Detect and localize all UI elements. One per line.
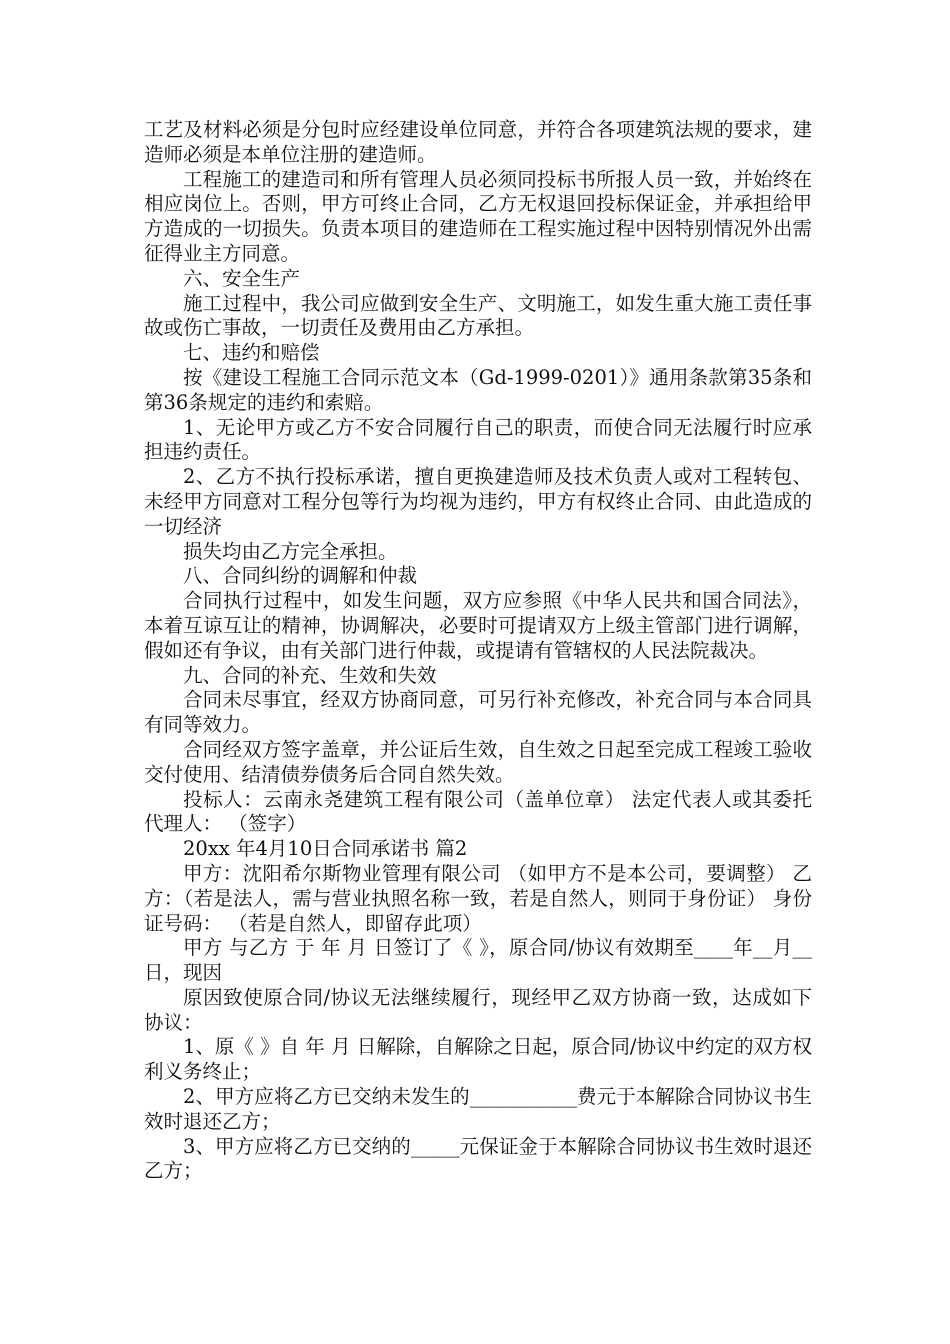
paragraph: 原因致使原合同/协议无法继续履行，现经甲乙双方协商一致，达成如下协议： [144,985,812,1034]
date-line: 20xx 年4月10日合同承诺书 篇2 [183,837,468,861]
paragraph: 甲方：沈阳希尔斯物业管理有限公司 （如甲方不是本公司，要调整） 乙方：（若是法人，需与营业执照名称一致，若是自然人，则同于身份证） 身份证号码： （若是自然人，即留存此项） [144,861,812,935]
section-heading: 九、合同的补充、生效和失效 [183,663,437,687]
paragraph: 合同未尽事宜，经双方协商同意，可另行补充修改，补充合同与本合同具有同等效力。 [144,688,812,737]
paragraph: 1、原《 》自 年 月 日解除，自解除之日起，原合同/协议中约定的双方权利义务终止； [144,1035,812,1084]
paragraph: 按《建设工程施工合同示范文本（Gd-1999-0201）》通用条款第35条和第36条规定的违约和索赔。 [144,365,812,414]
paragraph: 合同经双方签字盖章，并公证后生效，自生效之日起至完成工程竣工验收交付使用、结清债券债务后合同自然失效。 [144,737,812,786]
paragraph: 工程施工的建造司和所有管理人员必须同投标书所报人员一致，并始终在相应岗位上。否则，甲方可终止合同，乙方无权退回投标保证金，并承担给甲方造成的一切损失。负责本项目的建造师在工程实施过程中因特别情况外出需征得业主方同意。 [144,167,812,265]
section-heading: 六、安全生产 [183,266,301,290]
signature-line: 投标人：云南永尧建筑工程有限公司（盖单位章） 法定代表人或其委托代理人： （签字） [144,787,812,836]
paragraph: 3、甲方应将乙方已交纳的_____元保证金于本解除合同协议书生效时退还乙方； [144,1134,812,1183]
paragraph: 2、甲方应将乙方已交纳未发生的___________费元于本解除合同协议书生效时退还乙方； [144,1085,812,1133]
document-body [144,118,812,1184]
paragraph: 2、乙方不执行投标承诺，擅自更换建造师及技术负责人或对工程转包、未经甲方同意对工程分包等行为均视为违约，甲方有权终止合同、由此造成的一切经济 [144,465,812,538]
paragraph: 损失均由乙方完全承担。 [183,539,398,563]
paragraph: 甲方 与乙方 于 年 月 日签订了《 》，原合同/协议有效期至____年__月__日，现因 [144,936,812,985]
paragraph: 1、无论甲方或乙方不安合同履行自己的职责，而使合同无法履行时应承担违约责任。 [144,415,812,464]
paragraph: 工艺及材料必须是分包时应经建设单位同意，并符合各项建筑法规的要求，建造师必须是本单位注册的建造师。 [144,118,812,166]
section-heading: 八、合同纠纷的调解和仲裁 [183,564,418,588]
section-heading: 七、违约和赔偿 [183,341,320,365]
paragraph: 合同执行过程中，如发生问题，双方应参照《中华人民共和国合同法》，本着互谅互让的精神，协调解决，必要时可提请双方上级主管部门进行调解，假如还有争议，由有关部门进行仲裁，或提请有管辖权的人民法院裁决。 [144,589,812,662]
paragraph: 施工过程中，我公司应做到安全生产、文明施工，如发生重大施工责任事故或伤亡事故，一切责任及费用由乙方承担。 [144,291,812,340]
